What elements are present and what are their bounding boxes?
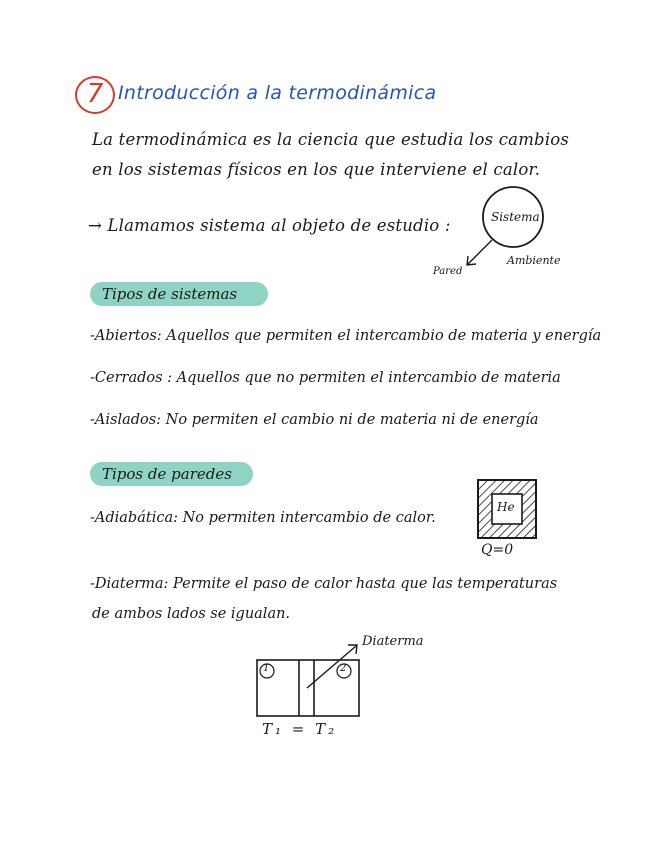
wall-label: Pared bbox=[433, 266, 463, 277]
diaterma-label: Diaterma bbox=[362, 634, 424, 649]
intro-line-1: La termodinámica es la ciencia que estudia los cambios bbox=[92, 130, 570, 149]
system-circle-label: Sistema bbox=[491, 210, 540, 224]
left-side-number: 1 bbox=[263, 663, 270, 674]
list-item-cerrados: -Cerrados : Aquellos que no permiten el intercambio de materia bbox=[90, 370, 561, 386]
temperature-equation: T₁ = T₂ bbox=[262, 720, 338, 738]
section-heading-sistemas: Tipos de sistemas bbox=[90, 282, 268, 306]
list-item-abiertos: -Abiertos: Aquellos que permiten el intercambio de materia y energía bbox=[90, 328, 602, 344]
list-item-adiabatica: -Adiabática: No permiten intercambio de calor. bbox=[90, 510, 436, 526]
ambient-label: Ambiente bbox=[507, 254, 561, 267]
section-heading-paredes: Tipos de paredes bbox=[90, 462, 253, 486]
intro-line-2: en los sistemas físicos en los que interviene el calor. bbox=[92, 160, 541, 179]
system-definition: → Llamamos sistema al objeto de estudio : bbox=[88, 216, 451, 235]
section-number: 7 bbox=[75, 76, 115, 114]
right-side-number: 2 bbox=[340, 663, 347, 674]
list-item-aislados: -Aislados: No permiten el cambio ni de materia ni de energía bbox=[90, 412, 539, 428]
list-item-diaterma-2: de ambos lados se igualan. bbox=[92, 606, 291, 622]
list-item-diaterma-1: -Diaterma: Permite el paso de calor hasta que las temperaturas bbox=[90, 576, 558, 592]
adiabatic-box-label: He bbox=[497, 500, 515, 514]
pared-arrow bbox=[468, 240, 492, 264]
heat-zero-label: Q=0 bbox=[481, 542, 514, 558]
page-title: Introducción a la termodinámica bbox=[118, 82, 437, 104]
